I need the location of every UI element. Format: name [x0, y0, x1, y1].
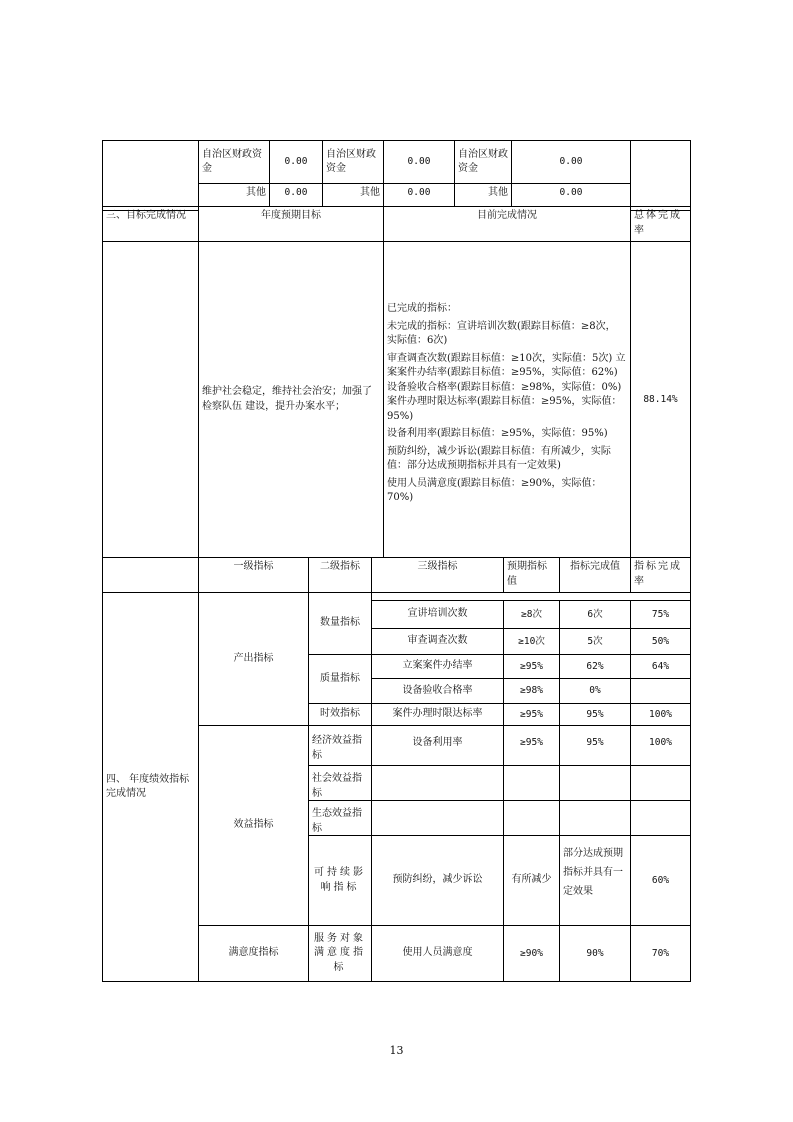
indicator-actual: 95% [559, 725, 631, 766]
empty-cell [503, 800, 560, 836]
section4-label: 四、 年度绩效指标完成情况 [102, 592, 199, 982]
indicator-rate: 70% [630, 925, 691, 982]
fund-value: 0.00 [511, 140, 631, 184]
header-level2: 二级指标 [308, 557, 372, 593]
section4-header-blank [102, 557, 199, 593]
sub-service: 服务对象满意度指标 [308, 925, 372, 982]
header-rate: 指标完成率 [630, 557, 691, 593]
section3-label: 三、目标完成情况 [102, 206, 199, 242]
indicator-expected: 有所减少 [503, 835, 560, 926]
fund-label: 其他 [322, 183, 384, 207]
indicator-expected: ≥90% [503, 925, 560, 982]
fund-value: 0.00 [269, 140, 323, 184]
header-expected: 预期指标值 [503, 557, 560, 593]
sub-sustainable: 可持续影响指标 [308, 835, 372, 926]
indicator-rate: 75% [630, 600, 691, 629]
current-status [383, 241, 631, 558]
row-filler [371, 592, 691, 601]
indicator-rate: 64% [630, 654, 691, 679]
indicator-name: 设备验收合格率 [371, 678, 504, 704]
current-line: 未完成的指标：宣讲培训次数(跟踪目标值：≥8次， 实际值：6次) [387, 320, 616, 346]
sub-economic: 经济效益指标 [308, 725, 372, 766]
funds-left-blank [102, 140, 199, 211]
indicator-name: 案件办理时限达标率 [371, 703, 504, 726]
indicator-expected: ≥98% [503, 678, 560, 704]
indicator-actual: 0% [559, 678, 631, 704]
indicator-expected: ≥95% [503, 654, 560, 679]
indicator-actual: 95% [559, 703, 631, 726]
section3-blank [102, 241, 199, 558]
sub-timeliness: 时效指标 [308, 703, 372, 726]
fund-label: 自治区财政资金 [322, 140, 384, 184]
indicator-rate: 60% [630, 835, 691, 926]
indicator-expected: ≥8次 [503, 600, 560, 629]
group-benefit: 效益指标 [198, 725, 309, 926]
fund-value: 0.00 [269, 183, 323, 207]
current-line: 预防纠纷，减少诉讼(跟踪目标值：有所减少，实际 值：部分达成预期指标并具有一定效果) [387, 445, 611, 471]
fund-value: 0.00 [511, 183, 631, 207]
empty-cell [559, 765, 631, 801]
indicator-actual: 90% [559, 925, 631, 982]
indicator-name: 宣讲培训次数 [371, 600, 504, 629]
col-rate-header: 总体完成率 [630, 206, 691, 242]
group-output: 产出指标 [198, 592, 309, 726]
indicator-rate: 100% [630, 703, 691, 726]
sub-ecological: 生态效益指标 [308, 800, 372, 836]
indicator-rate: 50% [630, 628, 691, 655]
page-number: 13 [389, 1044, 404, 1057]
empty-cell [503, 765, 560, 801]
funds-right-blank [630, 140, 691, 211]
empty-cell [630, 765, 691, 801]
indicator-name: 设备利用率 [371, 725, 504, 766]
overall-rate: 88.14% [630, 241, 691, 558]
fund-label: 自治区财政资金 [198, 140, 270, 184]
current-line: 设备利用率(跟踪目标值：≥95%，实际值：95%) [387, 428, 608, 439]
fund-label: 其他 [454, 183, 512, 207]
indicator-actual: 6次 [559, 600, 631, 629]
fund-label: 其他 [198, 183, 270, 207]
indicator-name: 审查调查次数 [371, 628, 504, 655]
sub-quality: 质量指标 [308, 654, 372, 704]
header-actual: 指标完成值 [559, 557, 631, 593]
empty-cell [559, 800, 631, 836]
fund-label: 自治区财政资金 [454, 140, 512, 184]
empty-cell [371, 800, 504, 836]
header-level1: 一级指标 [198, 557, 309, 593]
indicator-name: 使用人员满意度 [371, 925, 504, 982]
group-satisfaction: 满意度指标 [198, 925, 309, 982]
indicator-expected: ≥95% [503, 725, 560, 766]
current-line: 使用人员满意度(跟踪目标值：≥90%，实际值：70%) [387, 477, 602, 503]
indicator-name: 预防纠纷，减少诉讼 [371, 835, 504, 926]
indicator-expected: ≥10次 [503, 628, 560, 655]
indicator-actual: 部分达成预期指标并具有一定效果 [559, 835, 631, 926]
current-line: 已完成的指标： [387, 303, 457, 314]
empty-cell [630, 800, 691, 836]
col-current-header: 目前完成情况 [383, 206, 631, 242]
indicator-name: 立案案件办结率 [371, 654, 504, 679]
fund-value: 0.00 [383, 183, 455, 207]
header-level3: 三级指标 [371, 557, 504, 593]
sub-social: 社会效益指标 [308, 765, 372, 801]
col-target-header: 年度预期目标 [198, 206, 384, 242]
current-line: 审查调查次数(跟踪目标值：≥10次，实际值：5次) 立案案件办结率(跟踪目标值：≥95%，实际值：62%) 设备验收合格率(跟踪目标值：≥98%，实际值：0%) 案件办理时限达标率(跟踪目标值：≥95%，实际值： 95%) [387, 352, 626, 422]
indicator-rate [630, 678, 691, 704]
annual-target-text: 维护社会稳定，维持社会治安；加强了检察队伍 建设，提升办案水平； [198, 241, 384, 558]
sub-quantity: 数量指标 [308, 592, 372, 655]
indicator-actual: 62% [559, 654, 631, 679]
empty-cell [371, 765, 504, 801]
indicator-actual: 5次 [559, 628, 631, 655]
fund-value: 0.00 [383, 140, 455, 184]
indicator-rate: 100% [630, 725, 691, 766]
indicator-expected: ≥95% [503, 703, 560, 726]
